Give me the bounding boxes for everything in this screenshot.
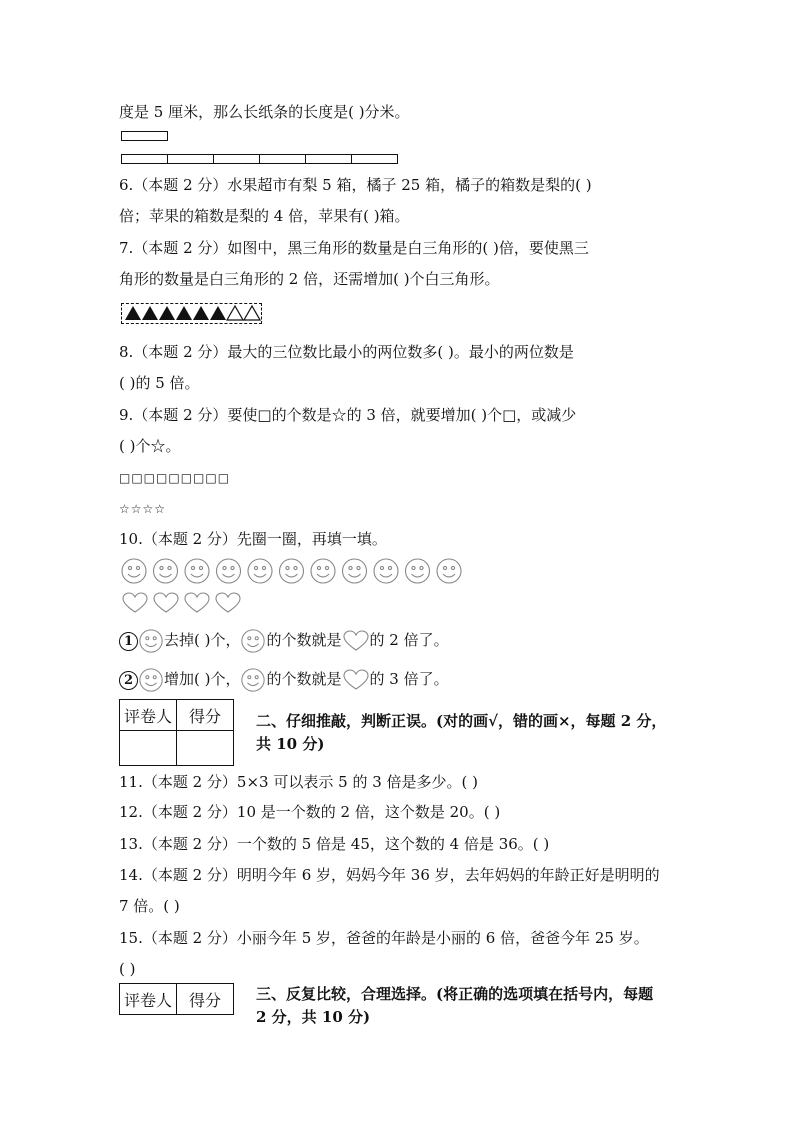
- q8-line2: ( )的 5 倍。: [119, 374, 200, 392]
- q5-text: 度是 5 厘米，那么长纸条的长度是( )分米。: [119, 103, 410, 121]
- q7-line2: 角形的数量是白三角形的 2 倍，还需增加( )个白三角形。: [119, 270, 500, 288]
- q6-line2: 倍；苹果的箱数是梨的 4 倍，苹果有( )箱。: [119, 207, 410, 225]
- heart-icon: [216, 593, 240, 612]
- smiley-icon: [343, 559, 367, 583]
- smiley-icon: [240, 667, 266, 693]
- long-strip-segment: [351, 154, 398, 164]
- circled-number: 2: [119, 671, 138, 690]
- score-label: 得分: [177, 700, 234, 731]
- q9-line1: 9.（本题 2 分）要使□的个数是☆的 3 倍，就要增加( )个□，或减少: [119, 406, 577, 424]
- squares-row: □□□□□□□□□: [119, 471, 231, 485]
- triangle-figure: [121, 303, 262, 324]
- smiley-icon: [406, 559, 430, 583]
- q14-line2: 7 倍。( ): [119, 897, 180, 915]
- black-triangle: [210, 306, 226, 320]
- smiley-row: [121, 557, 466, 589]
- hearts-svg: [121, 591, 245, 615]
- score-cell[interactable]: [177, 731, 234, 766]
- black-triangle: [159, 306, 175, 320]
- heart-icon: [185, 593, 209, 612]
- heart-icon: [342, 668, 370, 692]
- score-table-section2: [119, 699, 234, 766]
- q10-title: 10.（本题 2 分）先圈一圈，再填一填。: [119, 530, 387, 548]
- q15-line1: 15.（本题 2 分）小丽今年 5 岁，爸爸的年龄是小丽的 6 倍，爸爸今年 25 岁。: [119, 929, 649, 947]
- smiley-icon: [280, 559, 304, 583]
- q15-line2: ( ): [119, 960, 136, 978]
- black-triangle: [193, 306, 209, 320]
- smiley-icon: [374, 559, 398, 583]
- q8-line1: 8.（本题 2 分）最大的三位数比最小的两位数多( )。最小的两位数是: [119, 343, 574, 361]
- long-strip-segment: [167, 154, 214, 164]
- grader-cell[interactable]: [120, 731, 177, 766]
- score-table-section3: [119, 983, 234, 1015]
- q10-row2-text-a: 增加( )个，: [164, 670, 241, 688]
- black-triangle: [142, 306, 158, 320]
- section3-title: [256, 983, 653, 1029]
- long-strip-segment: [259, 154, 306, 164]
- q14-line1: 14.（本题 2 分）明明今年 6 岁，妈妈今年 36 岁，去年妈妈的年龄正好是明明的: [119, 866, 660, 884]
- section3-title-line1: 三、反复比较，合理选择。(将正确的选项填在括号内，每题: [256, 985, 654, 1003]
- q10-row1-text-b: 的个数就是: [266, 631, 342, 649]
- q10-row2: [119, 665, 449, 693]
- q12: 12.（本题 2 分）10 是一个数的 2 倍，这个数是 20。( ): [119, 803, 501, 821]
- smiley-icon: [248, 559, 272, 583]
- heart-row: [121, 591, 245, 619]
- smiley-icon: [217, 559, 241, 583]
- smiley-icon: [240, 628, 266, 654]
- score-label: 得分: [177, 984, 234, 1015]
- q9-line2: ( )个☆。: [119, 437, 181, 455]
- q10-row2-text-b: 的个数就是: [266, 670, 342, 688]
- q6-line1: 6.（本题 2 分）水果超市有梨 5 箱，橘子 25 箱，橘子的箱数是梨的( ): [119, 176, 592, 194]
- stars-row: ☆☆☆☆: [119, 502, 167, 516]
- q13: 13.（本题 2 分）一个数的 5 倍是 45，这个数的 4 倍是 36。( ): [119, 835, 550, 853]
- smiley-icon: [437, 559, 461, 583]
- white-triangle: [227, 306, 243, 320]
- q11: 11.（本题 2 分）5×3 可以表示 5 的 3 倍是多少。( ): [119, 773, 478, 791]
- smiley-icon: [311, 559, 335, 583]
- q10-row1-text-a: 去掉( )个，: [164, 631, 241, 649]
- smiley-icon: [185, 559, 209, 583]
- q10-row1-text-c: 的 2 倍了。: [369, 631, 449, 649]
- white-triangle: [244, 306, 260, 320]
- q10-row1: [119, 626, 449, 654]
- section2-title-line1: 二、仔细推敲，判断正误。(对的画√，错的画×，每题 2 分，: [256, 712, 667, 730]
- smiley-icon: [154, 559, 178, 583]
- q7-line1: 7.（本题 2 分）如图中，黑三角形的数量是白三角形的( )倍，要使黑三: [119, 239, 589, 257]
- black-triangle: [176, 306, 192, 320]
- black-triangle: [125, 306, 141, 320]
- grader-label: 评卷人: [120, 700, 177, 731]
- long-strip-segment: [305, 154, 352, 164]
- section2-title: [256, 710, 666, 756]
- q10-row2-text-c: 的 3 倍了。: [369, 670, 449, 688]
- long-strip-segment: [213, 154, 260, 164]
- smiley-icon: [138, 667, 164, 693]
- triangles-svg: [123, 304, 261, 322]
- smileys-svg: [121, 557, 466, 585]
- section3-title-line2: 2 分，共 10 分): [256, 1008, 371, 1026]
- smiley-icon: [122, 559, 146, 583]
- smiley-icon: [138, 628, 164, 654]
- long-strip-segment: [121, 154, 168, 164]
- heart-icon: [154, 593, 178, 612]
- heart-icon: [123, 593, 147, 612]
- circled-number: 1: [119, 632, 138, 651]
- grader-label: 评卷人: [120, 984, 177, 1015]
- section2-title-line2: 共 10 分): [256, 735, 325, 753]
- heart-icon: [342, 629, 370, 653]
- short-strip: [121, 131, 168, 141]
